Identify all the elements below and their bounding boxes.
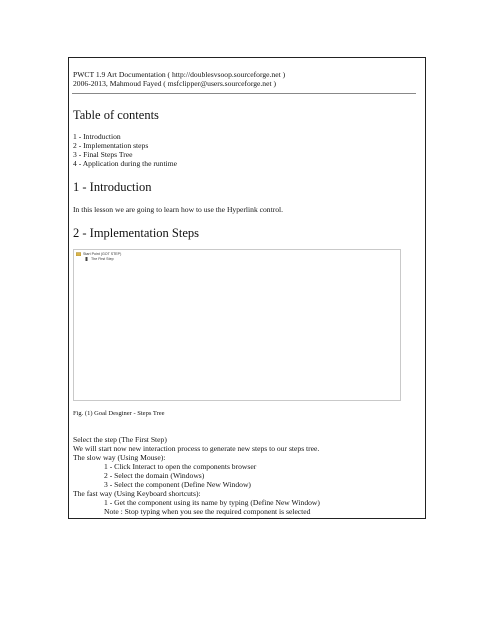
tree-node-label: The First Step bbox=[91, 257, 114, 261]
toc-item[interactable]: 2 - Implementation steps bbox=[73, 141, 149, 150]
step-line: 1 - Click Interact to open the components browser bbox=[104, 462, 257, 471]
step-line: 2 - Select the domain (Windows) bbox=[104, 471, 205, 480]
step-icon bbox=[84, 257, 89, 261]
doc-header-line-2: 2006-2013, Mahmoud Fayed ( msfclipper@users.sourceforge.net ) bbox=[73, 79, 276, 88]
header-divider bbox=[72, 93, 416, 94]
toc-item[interactable]: 4 - Application during the runtime bbox=[73, 159, 177, 168]
toc-item[interactable]: 3 - Final Steps Tree bbox=[73, 150, 133, 159]
folder-icon bbox=[76, 252, 81, 256]
intro-body: In this lesson we are going to learn how to use the Hyperlink control. bbox=[73, 205, 284, 214]
step-line: The slow way (Using Mouse): bbox=[73, 453, 166, 462]
step-line: We will start now new interaction process to generate new steps to our steps tree. bbox=[73, 444, 320, 453]
step-line: 1 - Get the component using its name by typing (Define New Window) bbox=[104, 498, 320, 507]
steps-tree-figure bbox=[73, 249, 401, 401]
implementation-heading: 2 - Implementation Steps bbox=[73, 226, 200, 240]
toc-heading: Table of contents bbox=[73, 108, 159, 122]
step-line: Note : Stop typing when you see the required component is selected bbox=[104, 507, 311, 516]
tree-node-root bbox=[76, 252, 121, 256]
step-line: 3 - Select the component (Define New Window) bbox=[104, 480, 251, 489]
step-line: The fast way (Using Keyboard shortcuts): bbox=[73, 489, 201, 498]
tree-node-label: Start Point (GOT STEP) bbox=[83, 252, 122, 256]
tree-node-child bbox=[84, 257, 114, 261]
doc-header-line-1: PWCT 1.9 Art Documentation ( http://doublesvsoop.sourceforge.net ) bbox=[73, 70, 286, 79]
step-line: Select the step (The First Step) bbox=[73, 435, 167, 444]
intro-heading: 1 - Introduction bbox=[73, 180, 152, 194]
toc-item[interactable]: 1 - Introduction bbox=[73, 132, 121, 141]
figure-caption: Fig. (1) Goal Desginer - Steps Tree bbox=[73, 410, 165, 417]
